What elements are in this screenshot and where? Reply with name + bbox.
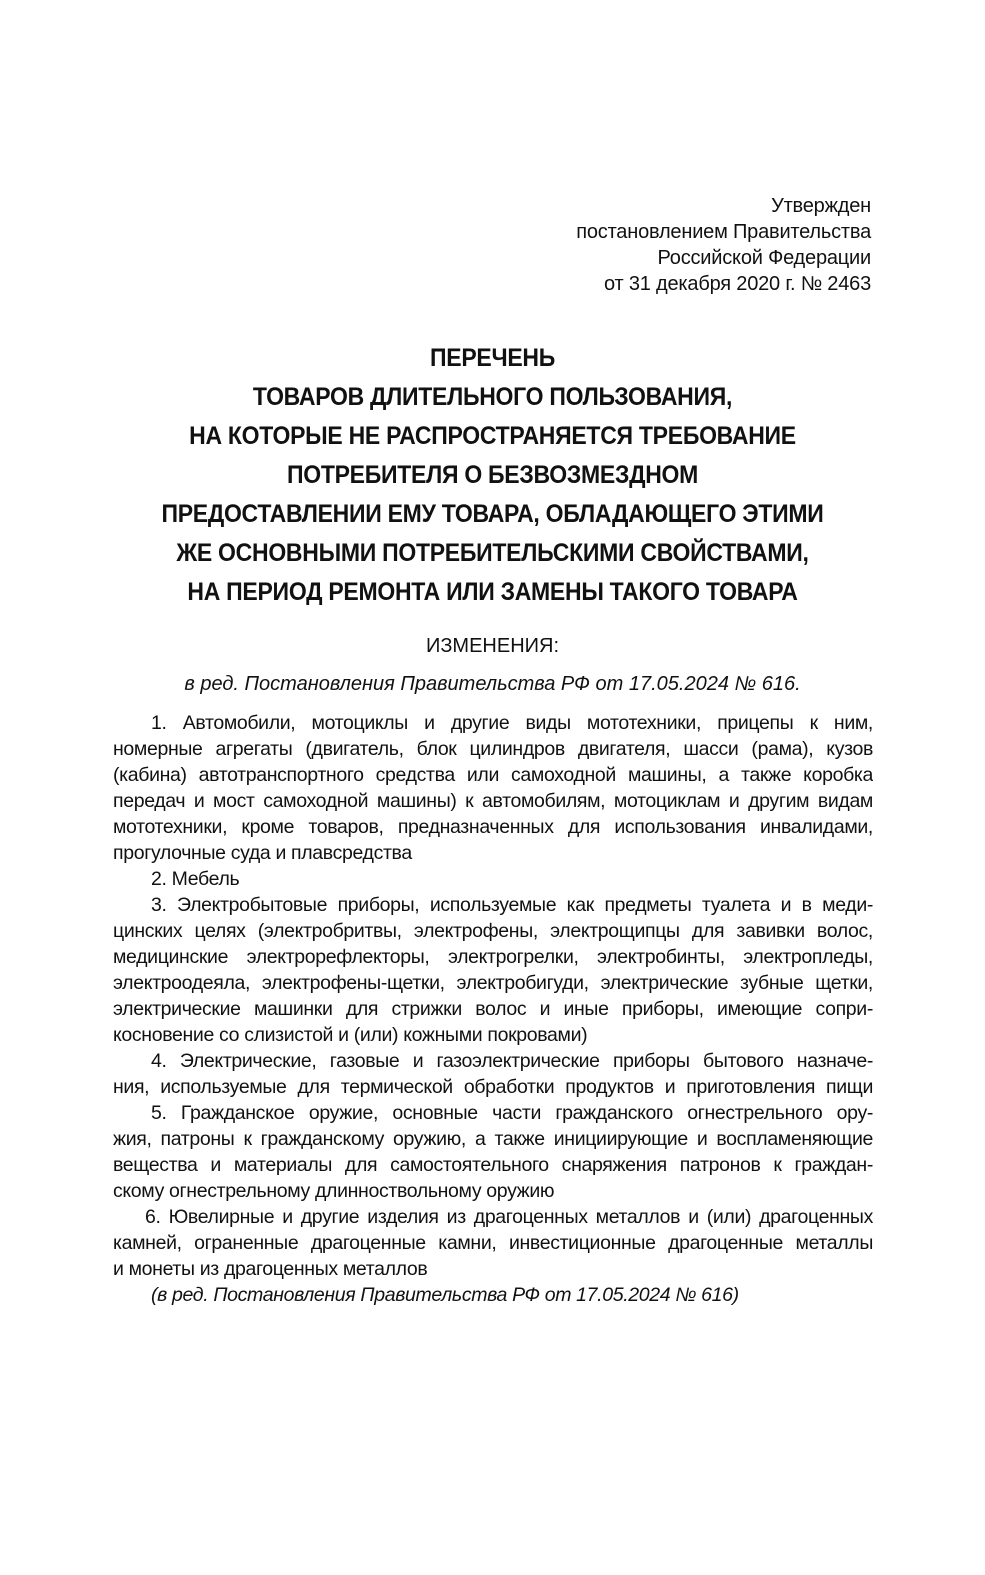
- list-item: [113, 1048, 873, 1100]
- item-line: скому огнестрельному длинноствольному оружию: [113, 1180, 555, 1202]
- item-line: ния, используемые для термической обработки продуктов и приготовления пищи: [113, 1076, 873, 1098]
- item-line: 2. Мебель: [151, 868, 240, 890]
- item-line: мототехники, кроме товаров, предназначенных для использования инвалидами,: [113, 816, 873, 838]
- item-line: цинских целях (электробритвы, электрофены, электрощипцы для завивки волос,: [113, 920, 873, 942]
- item-line: 6. Ювелирные и другие изделия из драгоценных металлов и (или) драгоценных: [145, 1206, 873, 1228]
- document-title: [39, 339, 945, 612]
- item-line: камней, ограненные драгоценные камни, инвестиционные драгоценные металлы: [113, 1232, 873, 1254]
- title-line: НА ПЕРИОД РЕМОНТА ИЛИ ЗАМЕНЫ ТАКОГО ТОВАРА: [187, 578, 798, 606]
- list-item: [113, 866, 873, 892]
- item-line: медицинские электрорефлекторы, электрогрелки, электробинты, электропледы,: [113, 946, 873, 968]
- title-line: ТОВАРОВ ДЛИТЕЛЬНОГО ПОЛЬЗОВАНИЯ,: [252, 383, 733, 411]
- title-line: НА КОТОРЫЕ НЕ РАСПРОСТРАНЯЕТСЯ ТРЕБОВАНИЕ: [189, 422, 796, 450]
- item-line: номерные агрегаты (двигатель, блок цилиндров двигателя, шасси (рама), кузов: [113, 738, 873, 760]
- document-body: [113, 710, 873, 1308]
- item-line: жия, патроны к гражданскому оружию, а также инициирующие и воспламеняющие: [113, 1128, 873, 1150]
- list-item: [113, 892, 873, 1048]
- item-line: прогулочные суда и плавсредства: [113, 842, 412, 864]
- amendment-reference: (в ред. Постановления Правительства РФ от 17.05.2024 № 616): [151, 1284, 739, 1306]
- approval-stamp: [576, 193, 871, 297]
- list-item: [113, 1100, 873, 1204]
- approval-line: Утвержден: [771, 195, 871, 217]
- list-item: [113, 710, 873, 866]
- item-line: 1. Автомобили, мотоциклы и другие виды мототехники, прицепы к ним,: [151, 712, 873, 734]
- item-line: передач и мост самоходной машины) к автомобилям, мотоциклам и другим видам: [113, 790, 873, 812]
- item-line: 5. Гражданское оружие, основные части гражданского огнестрельного ору-: [151, 1102, 873, 1124]
- item-line: электроодеяла, электрофены-щетки, электробигуди, электрические зубные щетки,: [113, 972, 873, 994]
- item-line: и монеты из драгоценных металлов: [113, 1258, 428, 1280]
- item-line: косновение со слизистой и (или) кожными покровами): [113, 1024, 588, 1046]
- item-line: электрические машинки для стрижки волос и иные приборы, имеющие сопри-: [113, 998, 873, 1020]
- approval-line: постановлением Правительства: [576, 221, 871, 243]
- approval-line: Российской Федерации: [657, 247, 871, 269]
- item-line: 3. Электробытовые приборы, используемые как предметы туалета и в меди-: [151, 894, 873, 916]
- title-line: ЖЕ ОСНОВНЫМИ ПОТРЕБИТЕЛЬСКИМИ СВОЙСТВАМИ,: [176, 539, 809, 567]
- list-item: [113, 1204, 873, 1282]
- title-line: ПРЕДОСТАВЛЕНИИ ЕМУ ТОВАРА, ОБЛАДАЮЩЕГО ЭТИМИ: [161, 500, 824, 528]
- changes-note: в ред. Постановления Правительства РФ от 17.05.2024 № 616.: [184, 673, 801, 695]
- title-line: ПЕРЕЧЕНЬ: [429, 344, 555, 372]
- item-line: (кабина) автотранспортного средства или самоходной машины, а также коробка: [113, 764, 873, 786]
- approval-line: от 31 декабря 2020 г. № 2463: [604, 273, 871, 295]
- item-line: вещества и материалы для самостоятельного снаряжения патронов к граждан-: [113, 1154, 873, 1176]
- item-line: 4. Электрические, газовые и газоэлектрические приборы бытового назначе-: [151, 1050, 873, 1072]
- title-line: ПОТРЕБИТЕЛЯ О БЕЗВОЗМЕЗДНОМ: [286, 461, 699, 489]
- changes-heading: ИЗМЕНЕНИЯ:: [425, 635, 560, 657]
